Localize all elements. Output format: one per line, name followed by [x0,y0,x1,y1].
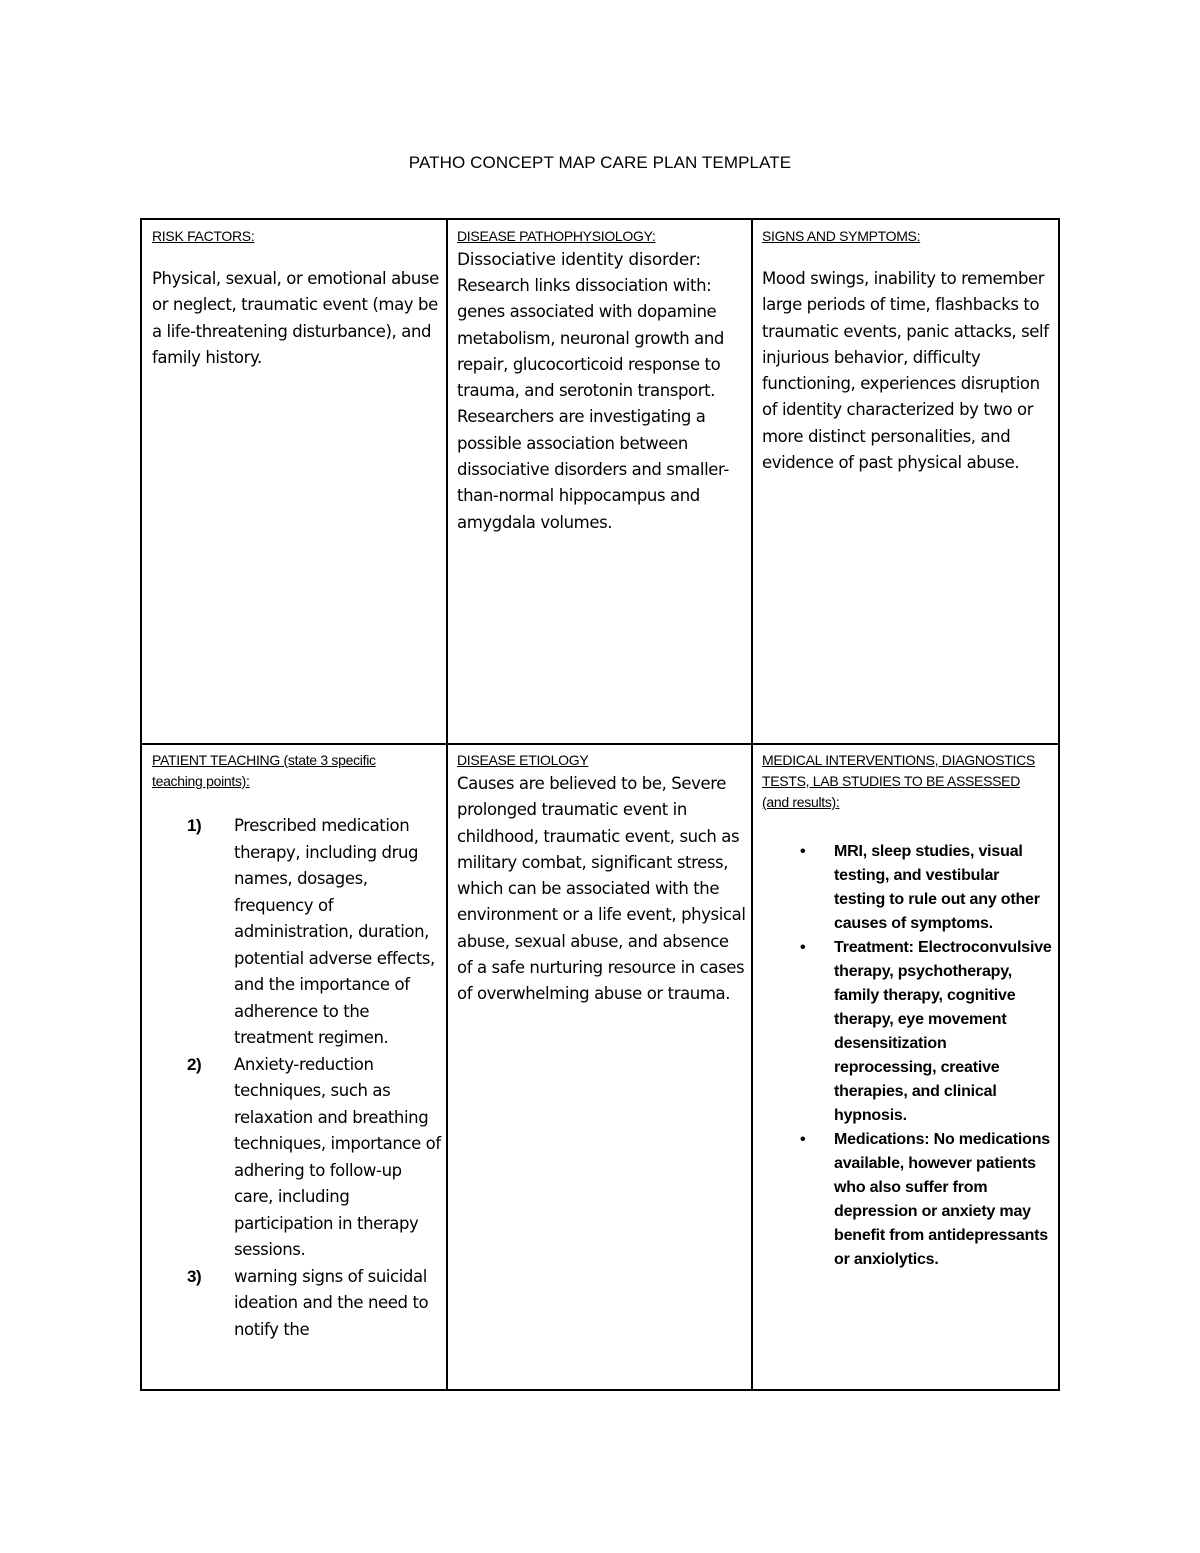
column-divider [751,220,753,1389]
list-item: • Treatment: Electroconvulsive therapy, psychotherapy, family therapy, cognitive therapy, eye movement desensitization reprocessing, creative therapies, and clinical hypnosis. [762,936,1052,1128]
list-item: 1) Prescribed medication therapy, including drug names, dosages, frequency of administration, duration, potential adverse effects, and the importance of adherence to the treatment regimen. [187,816,435,1047]
etiology-heading: DISEASE ETIOLOGY [457,752,589,768]
etiology-text: Causes are believed to be, Severe prolonged traumatic event in childhood, traumatic event, such as military combat, significant stress, which can be associated with the environment or a life event, physical abuse, sexual abuse, and absence of a safe nurturing resource in cases of overwhelming abuse or trauma. [457,774,746,1004]
bullet-icon: • [800,1131,806,1148]
bullet-icon: • [800,843,806,860]
signs-symptoms-heading: SIGNS AND SYMPTOMS: [762,228,921,244]
pathophysiology-text: Research links dissociation with: genes associated with dopamine metabolism, neuronal growth and repair, glucocorticoid response to trauma, and serotonin transport. Researchers are investigating a possible association between dissociative disorders and smaller-than-normal hippocampus and amygdala volumes. [457,276,729,532]
risk-factors-heading: RISK FACTORS: [152,228,255,244]
patient-teaching-heading: PATIENT TEACHING (state 3 specific teaching points): [152,752,376,789]
list-item: • Medications: No medications available, however patients who also suffer from depression or anxiety may benefit from antidepressants or anxiolytics. [762,1128,1052,1272]
risk-factors-text: Physical, sexual, or emotional abuse or neglect, traumatic event (may be a life-threatening disturbance), and family history. [152,269,439,367]
etiology-cell [457,750,747,1008]
interventions-list [762,840,1052,1272]
teaching-points-list [152,813,442,1343]
pathophysiology-heading: DISEASE PATHOPHYSIOLOGY: [457,228,656,244]
risk-factors-cell [152,226,440,371]
signs-symptoms-text: Mood swings, inability to remember large periods of time, flashbacks to traumatic events, panic attacks, self injurious behavior, difficulty functioning, experiences disruption of identity characterized by two or more distinct personalities, and evidence of past physical abuse. [762,269,1049,473]
bullet-icon: • [800,939,806,956]
pathophysiology-cell [457,226,747,536]
medical-interventions-heading: MEDICAL INTERVENTIONS, DIAGNOSTICS TESTS, LAB STUDIES TO BE ASSESSED (and results): [762,752,1035,810]
list-item: • MRI, sleep studies, visual testing, and vestibular testing to rule out any other causes of symptoms. [762,840,1052,936]
pathophysiology-subheading: Dissociative identity disorder: [457,250,701,270]
patient-teaching-cell [152,750,442,1343]
medical-interventions-cell [762,750,1052,1272]
document-title: PATHO CONCEPT MAP CARE PLAN TEMPLATE [408,153,792,172]
care-plan-table [140,218,1060,1391]
list-item: 3) warning signs of suicidal ideation and the need to notify the [187,1266,429,1339]
row-divider [142,743,1058,745]
signs-symptoms-cell [762,226,1052,476]
column-divider [446,220,448,1389]
list-item: 2) Anxiety-reduction techniques, such as relaxation and breathing techniques, importance of adhering to follow-up care, including participation in therapy sessions. [187,1054,441,1259]
